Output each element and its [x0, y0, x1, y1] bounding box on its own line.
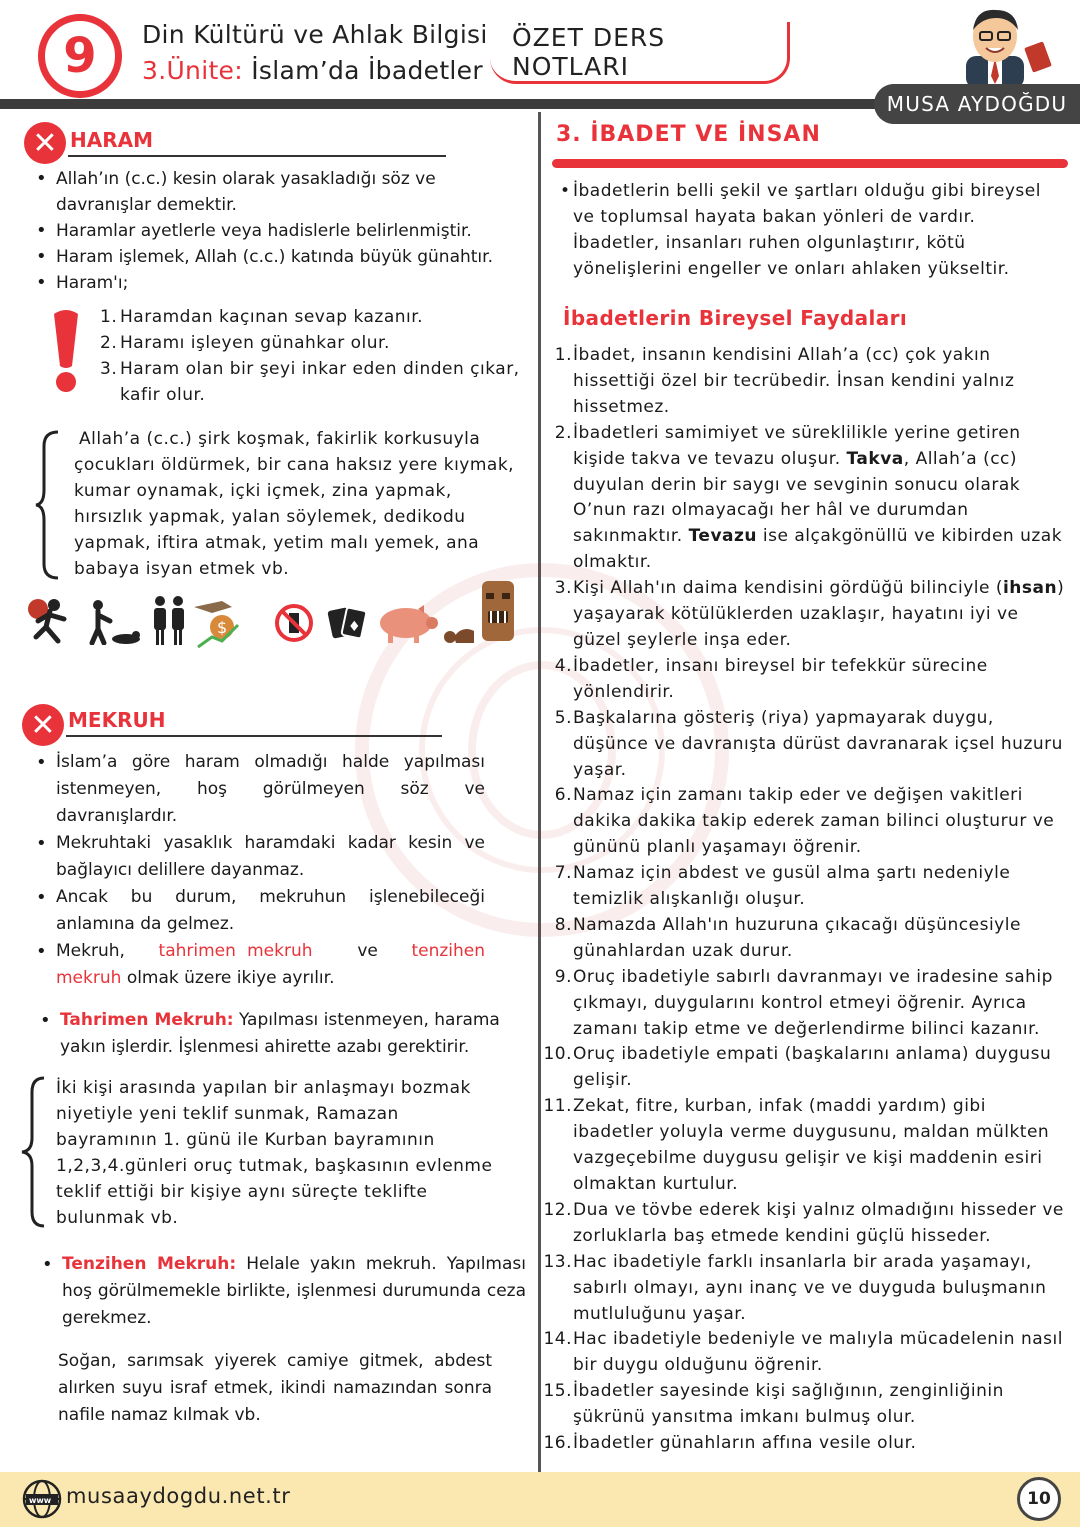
fayda-item: 11. Zekat, fitre, kurban, infak (maddi yardım) gibi ibadetler yoluyla verme duygusunu, maldan mülkten vazgeçebilme duygusu gelişir ve kişi maddenin esiri olmaktan kurtulur. — [543, 1096, 1050, 1194]
fayda-item: 13. Hac ibadetiyle farklı insanlarla bir arada yaşamayı, sabırlı olmayı, aynı inanç ve ve duyguda buluşmanın mutluluğunu yaşar. — [543, 1251, 1047, 1324]
pig-icon — [374, 603, 438, 645]
tenzihen-examples: Soğan, sarımsak yiyerek camiye gitmek, abdest alırken suyu israf etmek, ikindi namazından sonra nafile namaz kılmak vb. — [58, 1351, 492, 1425]
haram-bullet: • Allah’ın (c.c.) kesin olarak yasakladığı söz ve davranışlar demektir. — [30, 166, 530, 218]
fayda-item: 5. Başkalarına gösteriş (riya) yapmayarak duygu, düşünce ve davranışta dürüst davranarak içsel huzuru yaşar. — [554, 707, 1063, 780]
tahrimen-examples-brace — [20, 1076, 48, 1228]
fayda-item: 9. Oruç ibadetiyle sabırlı davranmayı ve iradesine sahip çıkmayı, duygularını kontrol etmeyi öğrenir. Ayrıca zamanı takip etme ve değerlendirme bilinci kazanır. — [554, 966, 1053, 1039]
unit-number-badge: 9 — [38, 14, 122, 98]
murder-icon — [86, 599, 142, 645]
course-title: Din Kültürü ve Ahlak Bilgisi — [142, 20, 488, 49]
mekruh-bullets — [30, 749, 485, 992]
unit-title: İslam’da İbadetler — [251, 56, 483, 85]
haram-x-icon: ✕ — [24, 122, 66, 164]
svg-text:www: www — [29, 1496, 52, 1505]
bowing-person-icon — [442, 619, 478, 645]
haram-examples-brace — [34, 430, 62, 580]
haram-bullet: • Haram'ı; — [30, 270, 530, 296]
haram-examples: Allah’a (c.c.) şirk koşmak, fakirlik korkusuyla çocukları öldürmek, bir cana haksız yere kıymak, kumar oynamak, içki içmek, zina yapmak, hırsızlık yapmak, yalan söylemek, dedikodu yapmak, iftira atmak, yetim malı yemek, ana babaya isyan etmek vb. — [74, 429, 515, 579]
haram-bullets — [30, 166, 530, 296]
ibadet-insan-bar — [552, 159, 1068, 168]
fayda-item: 10. Oruç ibadetiyle empati (başkalarını anlama) duygusu gelişir. — [543, 1044, 1052, 1091]
tahrimen-definition — [34, 1007, 526, 1061]
fayda-item: 12. Dua ve tövbe ederek kişi yalnız olmadığını hisseder ve zorluklarla baş etmede kendini güçlü hisseder. — [543, 1199, 1064, 1246]
fayda-item: 3. Kişi Allah'ın daima kendisini gördüğü bilinciyle (ihsan) yaşayarak kötülüklerden uzaklaşır, hayatını iyi ve güzel şeylerle inşa eder. — [554, 578, 1065, 650]
idol-totem-icon — [476, 579, 520, 645]
mekruh-bullet: • İslam’a göre haram olmadığı halde yapılması istenmeyen, hoş görülmeyen söz ve davranışlardır. — [30, 749, 485, 830]
author-name-tab: MUSA AYDOĞDU — [874, 84, 1080, 124]
fayda-item: 6. Namaz için zamanı takip eder ve değişen vakitleri dakika dakika takip ederek zaman bilinci oluşturur ve gününü planlı yaşamayı öğrenir. — [554, 785, 1055, 858]
haram-heading: HARAM — [70, 128, 153, 152]
haram-rules-list — [100, 304, 520, 408]
fayda-item: 8. Namazda Allah'ın huzuruna çıkacağı düşüncesiyle günahlardan uzak durur. — [554, 914, 1021, 961]
people-icon — [150, 595, 190, 647]
svg-text:$: $ — [217, 618, 228, 637]
author-avatar-icon — [936, 6, 1054, 88]
money-hand-icon — [192, 593, 244, 649]
ibadet-insan-heading: 3. İBADET VE İNSAN — [556, 122, 821, 147]
mekruh-bullet: • Mekruh, tahrimen mekruh ve tenzihen mekruh olmak üzere ikiye ayrılır. — [30, 938, 485, 992]
haram-rule-item: 2. Haramı işleyen günahkar olur. — [100, 333, 390, 353]
haram-icons-row — [22, 585, 522, 655]
tenzihen-definition — [36, 1251, 526, 1332]
unit-label: 3.Ünite: — [142, 56, 243, 85]
haram-rule-item: 1. Haramdan kaçınan sevap kazanır. — [100, 307, 424, 327]
mekruh-heading: MEKRUH — [68, 708, 166, 732]
mekruh-bullet: • Ancak bu durum, mekruhun işlenebileceği anlamına da gelmez. — [30, 884, 485, 938]
page-number: 10 — [1017, 1477, 1061, 1521]
tenzihen-item: • Tenzihen Mekruh: Helale yakın mekruh. Yapılması hoş görülmemekle birlikte, işlenmesi durumunda ceza gerekmez. — [36, 1251, 526, 1332]
fayda-item: 2. İbadetleri samimiyet ve süreklilikle yerine getiren kişide takva ve tevazu oluşur. Takva, Allah’a (cc) duyulan derin bir saygı ve sevginin sonucu olarak O’nun razı olmayacağı her hâl ve durumdan sakınmaktır. Tevazu ise alçakgönüllü ve kibirden uzak olmaktır. — [554, 422, 1063, 573]
globe-www-icon — [22, 1479, 62, 1519]
haram-rule — [68, 155, 446, 157]
mekruh-bullet: • Mekruhtaki yasaklık haramdaki kadar kesin ve bağlayıcı delillere dayanmaz. — [30, 830, 485, 884]
mekruh-x-icon: ✕ — [22, 704, 64, 746]
bireysel-faydalar-heading: İbadetlerin Bireysel Faydaları — [563, 306, 908, 330]
website-link[interactable]: musaaydogdu.net.tr — [66, 1484, 291, 1508]
unit-heading — [142, 56, 483, 85]
haram-bullet: • Haram işlemek, Allah (c.c.) katında büyük günahtır. — [30, 244, 530, 270]
gambling-cards-icon — [326, 603, 368, 643]
tahrimen-examples: İki kişi arasında yapılan bir anlaşmayı bozmak niyetiyle yeni teklif sunmak, Ramazan bayramının 1. günü ile Kurban bayramının 1,2,3,4.günleri oruç tutmak, başkasının evlenme teklif ettiği bir kişiye aynı süreçte teklifte bulunmak vb. — [56, 1078, 493, 1228]
no-alcohol-icon — [274, 603, 314, 643]
bireysel-faydalar-list — [543, 343, 1066, 1457]
haram-rule-item: 3. Haram olan bir şeyi inkar eden dinden çıkar, kafir olur. — [100, 359, 520, 405]
svg-text:♦: ♦ — [348, 619, 361, 635]
fayda-item: 7. Namaz için abdest ve gusül alma şartı nedeniyle temizlik alışkanlığı oluşur. — [554, 863, 1011, 910]
ibadet-intro: • İbadetlerin belli şekil ve şartları olduğu gibi bireysel ve toplumsal hayata bakan yönleri de vardır. İbadetler, insanları ruhen olgunlaştırır, kötü yönelişlerini engeller ve onları ahlaken yükseltir. — [560, 181, 1041, 279]
warning-exclamation-icon — [48, 308, 84, 394]
fayda-item: 16. İbadetler günahların affına vesile olur. — [543, 1433, 917, 1454]
tahrimen-item: • Tahrimen Mekruh: Yapılması istenmeyen, harama yakın işlerdir. İşlenmesi ahirette azabı gerektirir. — [34, 1007, 526, 1061]
haram-bullet: • Haramlar ayetlerle veya hadislerle belirlenmiştir. — [30, 218, 530, 244]
summary-notes-label: ÖZET DERS NOTLARI — [490, 22, 790, 84]
fayda-item: 14. Hac ibadetiyle bedeniyle ve malıyla mücadelenin nasıl bir duygu olduğunu öğrenir. — [543, 1329, 1063, 1376]
mekruh-rule — [66, 735, 442, 737]
thief-icon — [22, 597, 74, 645]
fayda-item: 1. İbadet, insanın kendisini Allah’a (cc) çok yakın hissettiği özel bir tecrübedir. İnsan kendini yalnız hissetmez. — [554, 345, 1015, 417]
fayda-item: 4. İbadetler, insanı bireysel bir tefekkür sürecine yönlendirir. — [554, 655, 988, 702]
fayda-item: 15. İbadetler sayesinde kişi sağlığının, zenginliğinin şükrünü yansıtma imkanı bulmuş olur. — [543, 1381, 1004, 1428]
